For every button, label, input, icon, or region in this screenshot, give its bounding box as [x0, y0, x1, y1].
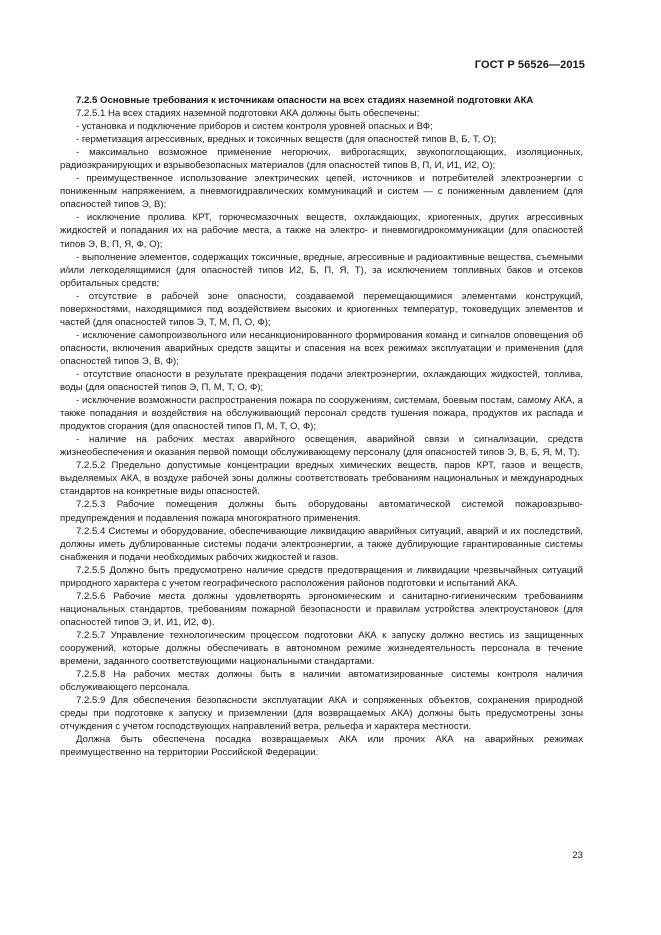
- paragraph: 7.2.5.1 На всех стадиях наземной подготовки АКА должны быть обеспечены:: [76, 108, 420, 120]
- paragraph: 7.2.5.2 Предельно допустимые концентрации вредных химических веществ, паров КРТ, газов и веществ, выделяемых АКА, в воздухе рабочей зоны должны соответствовать требованиям национальных и международных стандартов на конкретные виды опасностей.: [60, 460, 583, 498]
- paragraph: 7.2.5.4 Системы и оборудование, обеспечивающие ликвидацию аварийных ситуаций, аварий и их последствий, должны иметь дублированные системы подачи электроэнергии, а также дублирующие гарантированные системы снабжения и подачи необходимых рабочих жидкостей и газов.: [60, 525, 583, 563]
- paragraph: 7.2.5.5 Должно быть предусмотрено наличие средств предотвращения и ликвидации чрезвычайных ситуаций природного характера с учетом географического расположения районов подготовки и испытаний АКА.: [60, 564, 583, 589]
- paragraph: 7.2.5.7 Управление технологическим процессом подготовки АКА к запуску должно вестись из защищенных сооружений, которые должны обеспечивать в автономном режиме жизнедеятельность персонала в течение времени, заданного соответствующими национальными стандартами.: [60, 629, 583, 668]
- paragraph: - наличие на рабочих местах аварийного освещения, аварийной связи и сигнализации, средств жизнеобеспечения и оказания первой помощи обслуживающему персоналу (для опасностей типов Э, В, Б, Я, М, Т).: [60, 434, 583, 459]
- paragraph: - установка и подключение приборов и систем контроля уровней опасных и ВФ;: [76, 121, 433, 133]
- standard-header: ГОСТ Р 56526—2015: [474, 59, 585, 71]
- paragraph: - исключение самопроизвольного или несанкционированного формирования команд и сигналов оповещения об опасности, включения аварийных средств защиты и спасения на всех режимах эксплуатации и применения (для опасностей типов Э, В, Ф);: [60, 329, 583, 367]
- paragraph: 7.2.5.8 На рабочих местах должны быть в наличии автоматизированные системы контроля наличия обслуживающего персонала.: [60, 669, 583, 694]
- paragraph: - герметизация агрессивных, вредных и токсичных веществ (для опасностей типов В, Б, Т, О);: [76, 134, 497, 146]
- page-number: 23: [572, 850, 583, 861]
- paragraph: - преимущественное использование электрических цепей, источников и потребителей электроэнергии с пониженным напряжением, а пневмогидравлических коммуникаций и систем — с пониженным давлением (для опасностей типов Э, В);: [60, 173, 583, 211]
- paragraph: 7.2.5.6 Рабочие места должны удовлетворять эргономическим и санитарно-гигиеническим требованиям национальных стандартов, требованиям пожарной безопасности и правилам устройства электроустановок (для опасностей типов Э, И, И1, И2, Ф).: [60, 590, 583, 628]
- paragraph: 7.2.5.9 Для обеспечения безопасности эксплуатации АКА и сопряженных объектов, сохранения природной среды при подготовке к запуску и приземлении (для возвращаемых АКА) должны быть предусмотрены зоны отчуждения с учетом господствующих направлений ветра, рельефа и характера местности.: [60, 695, 583, 733]
- section-heading: 7.2.5 Основные требования к источникам опасности на всех стадиях наземной подготовки АКА: [76, 95, 534, 106]
- paragraph: - отсутствие опасности в результате прекращения подачи электроэнергии, охлаждающих жидкостей, топлива, воды (для опасностей типов Э, П, М, Т, О, Ф);: [60, 368, 583, 394]
- paragraph: - отсутствие в рабочей зоне опасности, создаваемой перемещающимися элементами конструкций, поверхностями, находящимися под воздействием высоких и криогенных температур, токоведущих элементов и частей (для опасностей типов Э, Т, М, П, О, Ф);: [60, 290, 583, 328]
- paragraph: Должна быть обеспечена посадка возвращаемых АКА или прочих АКА на аварийных режимах преимущественно на территории Российской Федерации.: [60, 734, 583, 759]
- paragraph: - максимально возможное применение негорючих, виброгасящих, звукопоглощающих, изоляционных, радиоэкранирующих и взрывобезопасных материалов (для опасностей типов В, П, И, И1, И2, О);: [60, 147, 583, 172]
- paragraph: 7.2.5.3 Рабочие помещения должны быть оборудованы автоматической системой пожаровзрыво-предупреждения и подавления пожара многократного применения.: [60, 499, 583, 524]
- document-body: [60, 94, 583, 759]
- paragraph: - исключение пролива КРТ, горючесмазочных веществ, охлаждающих, криогенных, других агрессивных жидкостей и попадания их на рабочие места, а также на электро- и пневмогидрокоммуникации (для опасностей типов Э, В, П, Я, Ф, О);: [60, 212, 583, 250]
- paragraph: - исключение возможности распространения пожара по сооружениям, системам, боевым постам, самому АКА, а также попадания и воздействия на обслуживающий персонал средств тушения пожара, продуктов их распада и продуктов сгорания (для опасностей типов П, М, Т, О, Ф);: [60, 395, 583, 433]
- paragraph: - выполнение элементов, содержащих токсичные, вредные, агрессивные и радиоактивные вещества, съемными и/или легкоделящимися (для опасностей типов И2, Б, П, Я, Т), за исключением топливных баков и отсеков орбитальных средств;: [60, 251, 583, 289]
